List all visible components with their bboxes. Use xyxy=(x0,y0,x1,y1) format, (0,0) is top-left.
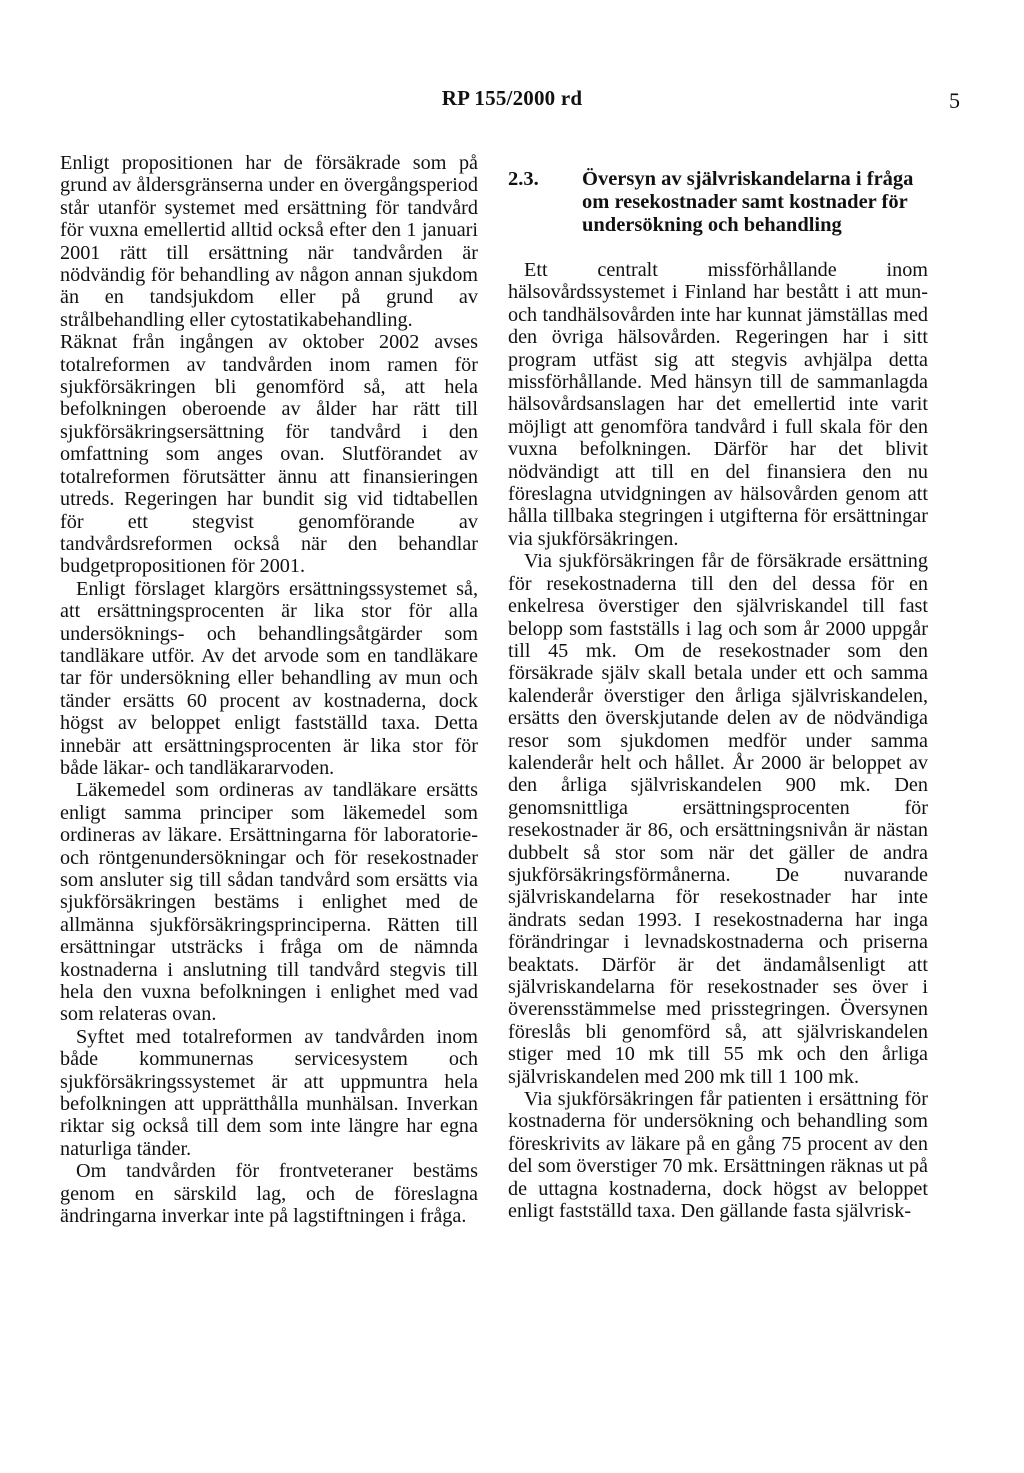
page-header xyxy=(0,86,1024,116)
section-number: 2.3. xyxy=(508,168,539,190)
paragraph: Enligt propositionen har de försäkrade som på grund av åldersgränserna under en övergångsperiod står utanför systemet med ersättning för tandvård för vuxna emellertid alltid också efter den 1 januari 2001 rätt till ersättning när tandvården är nödvändig för behandling av någon annan sjukdom än en tandsjukdom eller på grund av strålbehandling eller cytostatikabehandling. xyxy=(60,152,478,331)
paragraph: Via sjukförsäkringen får de försäkrade ersättning för resekostnaderna till den del dessa för en enkelresa överstiger den självriskandel till fast belopp som fastställs i lag och som år 2000 uppgår till 45 mk. Om de resekostnader som den försäkrade själv skall betala under ett och samma kalenderår överstiger den årliga självriskandelen, ersätts den överskjutande delen av de nödvändiga resor som sjukdomen medför under samma kalenderår helt och hållet. År 2000 är beloppet av den årliga självriskandelen 900 mk. Den genomsnittliga ersättningsprocenten för resekostnader är 86, och ersättningsnivån är nästan dubbelt så stor som när det gäller de andra sjukförsäkringsförmånerna. De nuvarande självriskandelarna för resekostnader har inte ändrats sedan 1993. I resekostnaderna har inga förändringar i levnadskostnaderna och priserna beaktats. Därför är det ändamålsenligt att självriskandelarna för resekostnader ses över i överensstämmelse med prisstegringen. Översynen föreslås bli genomförd så, att självriskandelen stiger med 10 mk till 55 mk och den årliga självriskandelen med 200 mk till 1 100 mk. xyxy=(508,550,928,1088)
paragraph: Syftet med totalreformen av tandvården inom både kommunernas servicesystem och sjukförsäkringssystemet är att uppmuntra hela befolkningen att upprätthålla munhälsan. Inverkan riktar sig också till dem som inte längre har egna naturliga tänder. xyxy=(60,1025,478,1160)
page-number: 5 xyxy=(949,88,960,113)
left-column xyxy=(60,152,478,1228)
paragraph: Läkemedel som ordineras av tandläkare ersätts enligt samma principer som läkemedel som ordineras av läkare. Ersättningarna för laboratorie- och röntgenundersökningar och för resekostnader som ansluter sig till sådan tandvård som ersätts via sjukförsäkringen bestäms i enlighet med de allmänna sjukförsäkringsprinciperna. Rätten till ersättningar utsträcks i fråga om de nämnda kostnaderna i anslutning till tandvård stegvis till hela den vuxna befolkningen i enlighet med vad som relateras ovan. xyxy=(60,779,478,1026)
section-title: Översyn av självriskandelarna i fråga om resekostnader samt kostnader för undersökning och behandling xyxy=(582,168,914,236)
right-column xyxy=(508,168,928,1222)
paragraph: Ett centralt missförhållande inom hälsovårdssystemet i Finland har bestått i att mun- och tandhälsovården inte har kunnat jämställas med den övriga hälsovården. Regeringen har i sitt program utfäst sig att stegvis avhjälpa detta missförhållande. Med hänsyn till de sammanlagda hälsovårdsanslagen har det emellertid inte varit möjligt att genomföra tandvård i full skala för den vuxna befolkningen. Därför har det blivit nödvändigt att till en del finansiera den nu föreslagna utvidgningen av hälsovården genom att hålla tillbaka stegringen i utgifterna för ersättningar via sjukförsäkringen. xyxy=(508,259,928,550)
section-heading xyxy=(508,168,928,237)
paragraph: Via sjukförsäkringen får patienten i ersättning för kostnaderna för undersökning och behandling som föreskrivits av läkare på en gång 75 procent av den del som överstiger 70 mk. Ersättningen räknas ut på de uttagna kostnaderna, dock högst av beloppet enligt fastställd taxa. Den gällande fasta självrisk- xyxy=(508,1088,928,1223)
paragraph: Enligt förslaget klargörs ersättningssystemet så, att ersättningsprocenten är lika stor för alla undersöknings- och behandlingsåtgärder som tandläkare utför. Av det arvode som en tandläkare tar för undersökning eller behandling av mun och tänder ersätts 60 procent av kostnaderna, dock högst av beloppet enligt fastställd taxa. Detta innebär att ersättningsprocenten är lika stor för både läkar- och tandläkararvoden. xyxy=(60,577,478,779)
paragraph: Om tandvården för frontveteraner bestäms genom en särskild lag, och de föreslagna ändringarna inverkar inte på lagstiftningen i fråga. xyxy=(60,1160,478,1228)
paragraph: Räknat från ingången av oktober 2002 avses totalreformen av tandvården inom ramen för sjukförsäkringen bli genomförd så, att hela befolkningen oberoende av ålder har rätt till sjukförsäkringsersättning för tandvård i den omfattning som anges ovan. Slutförandet av totalreformen förutsätter ännu att finansieringen utreds. Regeringen har bundit sig vid tidtabellen för ett stegvist genomförande av tandvårdsreformen också när den behandlar budgetpropositionen för 2001. xyxy=(60,331,478,578)
document-id: RP 155/2000 rd xyxy=(441,86,583,110)
